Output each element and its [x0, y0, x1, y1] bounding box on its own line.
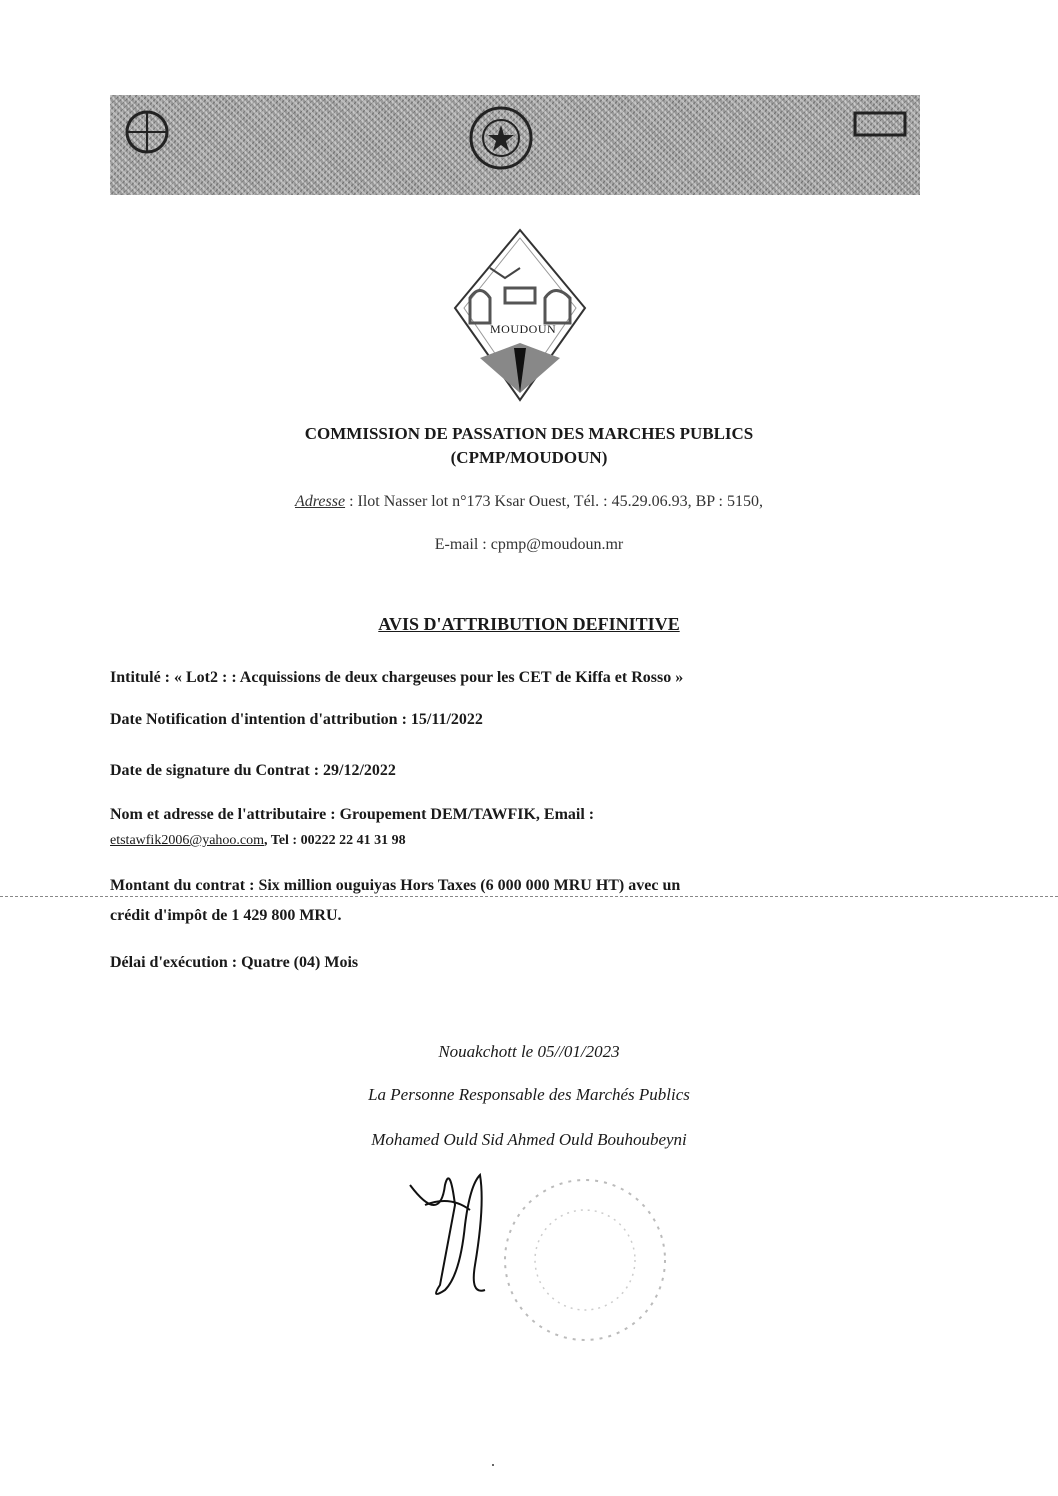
- contract-signature-date-label: Date de signature du Contrat :: [110, 762, 324, 779]
- logo-text: MOUDOUN: [490, 322, 557, 336]
- attributaire-field: [110, 802, 594, 828]
- attributaire-label: Nom et adresse de l'attributaire :: [110, 806, 340, 823]
- official-stamp: [495, 1165, 675, 1355]
- notification-date-label: Date Notification d'intention d'attribution :: [110, 711, 411, 728]
- attributaire-value: Groupement DEM/TAWFIK, Email :: [339, 806, 595, 823]
- attributaire-email-link[interactable]: etstawfik2006@yahoo.com: [110, 833, 265, 848]
- signatory-name: Mohamed Ould Sid Ahmed Ould Bouhoubeyni: [371, 1130, 687, 1149]
- organization-name: COMMISSION DE PASSATION DES MARCHES PUBLICS: [304, 424, 754, 443]
- notice-title: AVIS D'ATTRIBUTION DEFINITIVE: [378, 614, 680, 634]
- place-date: Nouakchott le 05//01/2023: [438, 1042, 620, 1061]
- signatory-role: La Personne Responsable des Marchés Publics: [368, 1085, 690, 1104]
- organization-abbreviation: (CPMP/MOUDOUN): [450, 448, 608, 467]
- intitule-label: Intitulé :: [110, 669, 174, 686]
- globe-emblem-icon: [122, 107, 172, 157]
- email-line: E-mail : cpmp@moudoun.mr: [434, 536, 624, 553]
- tax-credit-line: crédit d'impôt de 1 429 800 MRU.: [110, 907, 342, 924]
- attributaire-tel: , Tel : 00222 22 41 31 98: [264, 833, 406, 848]
- attributaire-contact: [110, 828, 406, 854]
- address-label: Adresse: [295, 493, 346, 510]
- intitule-value: « Lot2 : : Acquissions de deux chargeuses pour les CET de Kiffa et Rosso »: [174, 669, 684, 686]
- national-seal-icon: [466, 103, 536, 173]
- contract-signature-date-field: [110, 758, 396, 784]
- address-line: [0, 493, 1058, 511]
- scan-speck: [492, 1464, 494, 1466]
- header-banner: [110, 95, 920, 195]
- address-value: : Ilot Nasser lot n°173 Ksar Ouest, Tél. : 45.29.06.93, BP : 5150,: [345, 493, 763, 510]
- execution-delay-value: Quatre (04) Mois: [241, 954, 359, 971]
- contract-amount-field: [110, 873, 680, 899]
- contract-amount-value: Six million ouguiyas Hors Taxes (6 000 000 MRU HT) avec un: [258, 877, 681, 894]
- handwritten-signature: [400, 1165, 510, 1305]
- ministry-emblem-icon: [850, 105, 910, 145]
- moudoun-logo: [450, 228, 590, 403]
- contract-signature-date-value: 29/12/2022: [323, 762, 396, 779]
- notification-date-field: [110, 707, 483, 733]
- execution-delay-field: [110, 950, 358, 976]
- intitule-field: [110, 665, 683, 691]
- contract-amount-label: Montant du contrat :: [110, 877, 259, 894]
- notification-date-value: 15/11/2022: [410, 711, 483, 728]
- execution-delay-label: Délai d'exécution :: [110, 954, 242, 971]
